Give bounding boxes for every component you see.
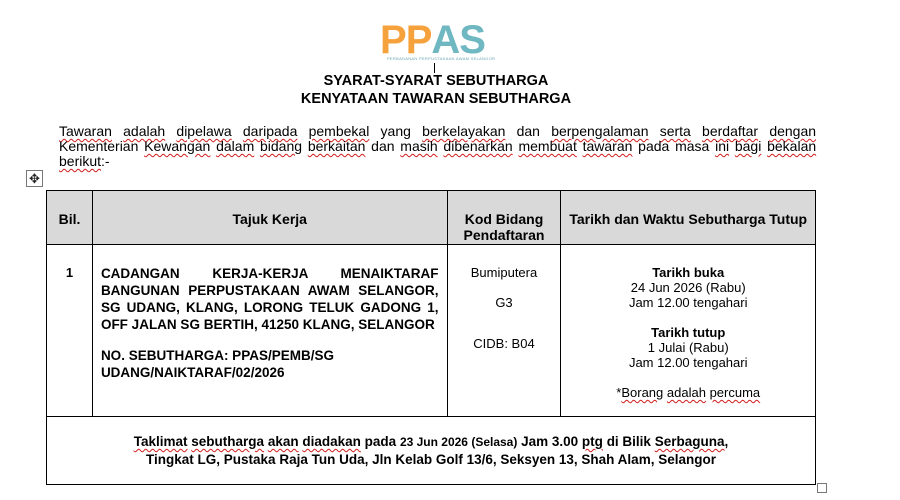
intro-word: dengan (769, 123, 817, 139)
logo-letter-a: A (431, 18, 460, 62)
intro-word: daripada (242, 123, 298, 139)
briefing-word: di Bilik (606, 434, 651, 449)
intro-word: tawaran (582, 138, 633, 154)
briefing-line1 (48, 433, 814, 451)
intro-word: dibenarkan (443, 138, 513, 154)
intro-word: pada masa (638, 138, 710, 154)
logo-letter-p1: P (380, 18, 406, 62)
row-bil: 1 (47, 245, 93, 417)
intro-word: dipelawa (176, 123, 232, 139)
borang-note (562, 385, 814, 400)
header-kod: Kod Bidang Pendaftaran (447, 191, 561, 245)
borang-word: percuma (709, 385, 761, 400)
intro-paragraph (59, 124, 816, 169)
intro-word: dalam (216, 138, 255, 154)
briefing-word: akan (267, 434, 299, 449)
briefing-word: sebutharga (191, 434, 265, 449)
intro-word: berpengalaman (551, 123, 649, 139)
intro-word: berkelayakan (422, 123, 506, 139)
intro-word: masih (400, 138, 438, 154)
title-syarat: SYARAT-SYARAT SEBUTHARGA (323, 73, 549, 89)
briefing-word: Serbaguna (654, 434, 725, 449)
logo-letter-s: S (459, 18, 485, 62)
row-no-sebutharga: NO. SEBUTHARGA: PPAS/PEMB/SG UDANG/NAIKTARAF/02/2026 (100, 348, 334, 380)
briefing-word: diadakan (302, 434, 361, 449)
intro-word: adalah (123, 123, 166, 139)
row-kod-cell (447, 245, 561, 417)
header-tarikh: Tarikh dan Waktu Sebutharga Tutup (561, 191, 816, 245)
briefing-line2: Tingkat LG, Pustaka Raja Tun Uda, Jln Kelab Golf 13/6, Seksyen 13, Shah Alam, Selangor (146, 452, 716, 467)
intro-word: Kementerian (59, 138, 139, 154)
tarikh-buka-date: 24 Jun 2026 (Rabu) (630, 280, 746, 295)
intro-word: dan (516, 123, 540, 139)
header-tajuk: Tajuk Kerja (92, 191, 447, 245)
intro-word: yang (380, 123, 411, 139)
intro-word: membuat (518, 138, 577, 154)
intro-word: pembekal (308, 123, 370, 139)
tarikh-buka-label: Tarikh buka (652, 265, 725, 280)
intro-word: Kewangan (144, 138, 211, 154)
briefing-row (47, 417, 816, 485)
table-row (47, 245, 816, 417)
table-resize-handle-icon[interactable] (817, 483, 827, 493)
logo-tagline: PERBADANAN PERPUSTAKAAN AWAM SELANGOR (387, 56, 496, 61)
kod-cidb: CIDB: B04 (473, 336, 535, 351)
briefing-word: ptg (581, 434, 603, 449)
logo-letter-p2: P (405, 18, 432, 62)
briefing-word: Taklimat (133, 434, 188, 449)
header-bil: Bil. (47, 191, 93, 245)
kod-g3: G3 (495, 295, 513, 310)
intro-word: berikut (59, 153, 102, 169)
intro-word: bekalan (767, 138, 817, 154)
intro-word: ini (715, 138, 730, 154)
table-header-row (47, 191, 816, 245)
tarikh-tutup-label: Tarikh tutup (651, 325, 726, 340)
briefing-cell (47, 417, 816, 485)
row-tajuk: CADANGAN KERJA-KERJA MENAIKTARAF BANGUNAN PERPUSTAKAAN AWAM SELANGOR, SG UDANG, KLANG, LORONG TELUK GADONG 1, OFF JALAN SG BERTIH, 41250 KLANG, SELANGOR (100, 266, 439, 332)
intro-word: Tawaran (59, 123, 112, 139)
intro-word: :- (101, 153, 110, 169)
briefing-word: , (724, 434, 729, 449)
intro-word: dan (371, 138, 395, 154)
briefing-word: pada (364, 434, 397, 449)
borang-star: * (616, 385, 622, 400)
ppas-logo (380, 18, 496, 62)
briefing-word: Jam 3.00 (521, 434, 579, 449)
intro-word: bagi (734, 138, 762, 154)
intro-word: serta (659, 123, 691, 139)
borang-word: adalah (666, 385, 706, 400)
intro-word: bidang (260, 138, 303, 154)
tender-table (46, 190, 816, 485)
intro-word: berkaitan (307, 138, 366, 154)
tarikh-tutup-time: Jam 12.00 tengahari (628, 355, 748, 370)
row-tarikh-cell (561, 245, 816, 417)
briefing-date: 23 Jun 2026 (Selasa) (399, 435, 518, 449)
borang-word: Borang (621, 385, 664, 400)
tarikh-tutup-date: 1 Julai (Rabu) (647, 340, 729, 355)
title-kenyataan: KENYATAAN TAWARAN SEBUTHARGA (300, 91, 572, 107)
row-tajuk-cell (92, 245, 447, 417)
logo-text (380, 20, 490, 60)
text-cursor (434, 63, 435, 73)
table-move-handle-icon[interactable]: ✥ (26, 170, 43, 187)
kod-bumiputera: Bumiputera (470, 265, 538, 280)
intro-word: berdaftar (702, 123, 759, 139)
tarikh-buka-time: Jam 12.00 tengahari (628, 295, 748, 310)
